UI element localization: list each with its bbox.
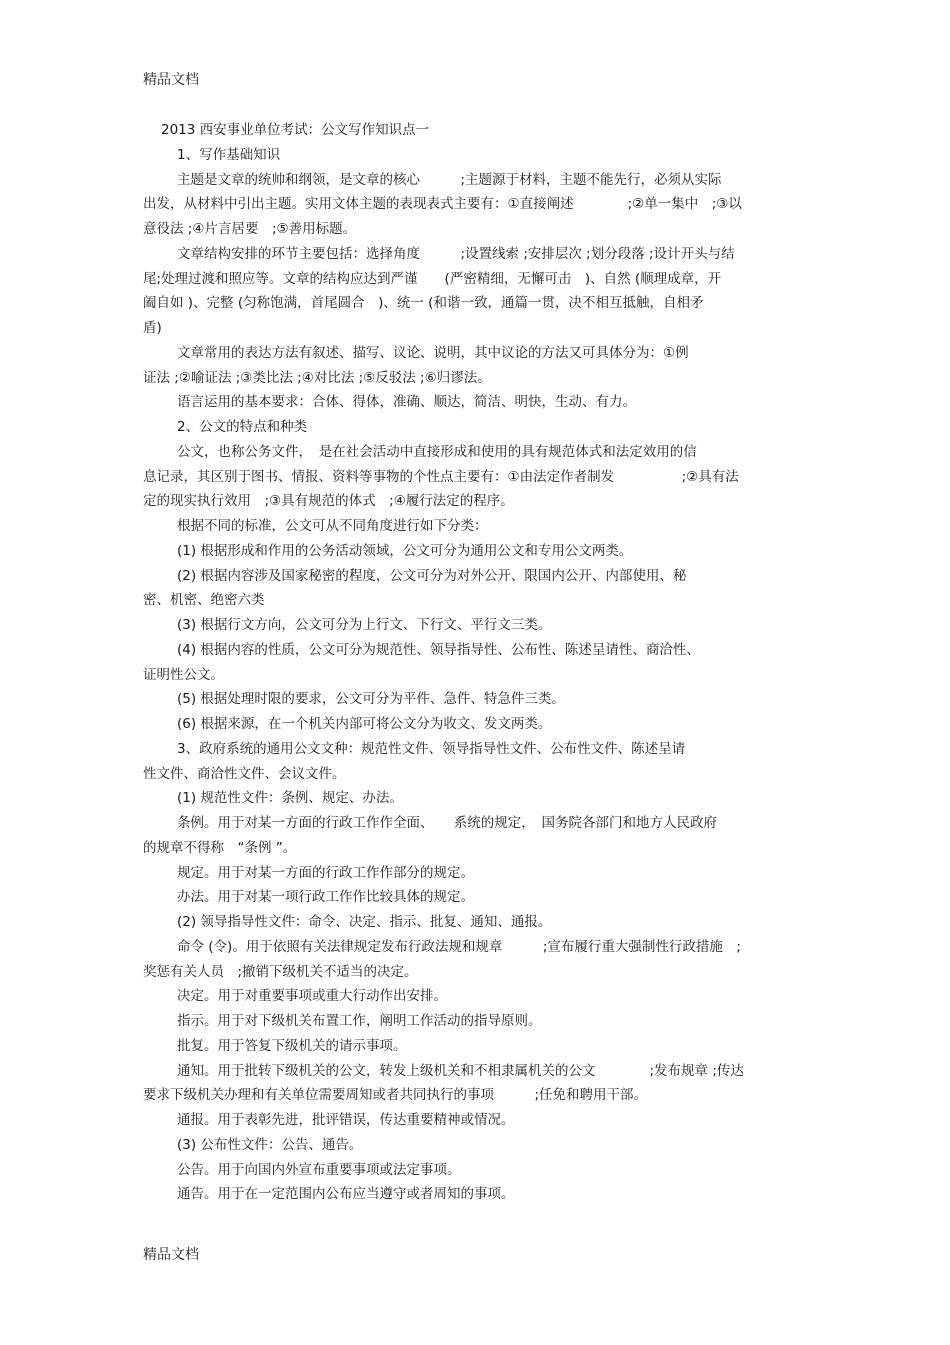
text-line: 意役法 ;④片言居要 ;⑤善用标题。 (143, 221, 357, 237)
footer-watermark: 精品文档 (143, 1247, 199, 1263)
text-line: (2) 领导指导性文件：命令、决定、指示、批复、通知、通报。 (177, 914, 552, 930)
text-line: 息记录，其区别于图书、情报、资料等事物的个性点主要有：①由法定作者制发 ;②具有法 (143, 468, 739, 485)
text-line: (3) 根据行文方向，公文可分为上行文、下行文、平行文三类。 (177, 617, 552, 633)
text-line: (2) 根据内容涉及国家秘密的程度，公文可分为对外公开、限国内公开、内部使用、秘 (177, 567, 687, 584)
text-line: 证明性公文。 (143, 666, 224, 683)
text-line: 阖自如 )、完整 (匀称饱满，首尾圆合 )、统一 (和谐一致，通篇一贯，决不相互抵触，自相矛 (143, 295, 704, 312)
text-line: 根据不同的标准，公文可从不同角度进行如下分类： (177, 518, 488, 534)
text-line: 命令 (令)。用于依照有关法律规定发布行政法规和规章 ;宣布履行重大强制性行政措施 ; (177, 938, 741, 955)
text-line: 规定。用于对某一方面的行政工作作部分的规定。 (177, 864, 474, 881)
text-line: 公告。用于向国内外宣布重要事项或法定事项。 (177, 1161, 461, 1178)
text-line: (1) 规范性文件：条例、规定、办法。 (177, 790, 403, 807)
text-line: (4) 根据内容的性质，公文可分为规范性、领导指导性、公布性、陈述呈请性、商洽性、 (177, 641, 700, 658)
text-line: 主题是文章的统帅和纲领，是文章的核心 ;主题源于材料，主题不能先行，必须从实际 (177, 171, 722, 188)
header-watermark: 精品文档 (143, 72, 199, 88)
text-line: 公文，也称公务文件， 是在社会活动中直接形成和使用的具有规范体式和法定效用的信 (177, 443, 697, 460)
text-line: 性文件、商洽性文件、会议文件。 (143, 765, 346, 782)
text-line: 办法。用于对某一项行政工作作比较具体的规定。 (177, 889, 474, 906)
text-line: 文章结构安排的环节主要包括：选择角度 ;设置线索 ;安排层次 ;划分段落 ;设计开头与结 (177, 245, 735, 262)
document-body (143, 118, 808, 1207)
text-line: 通告。用于在一定范围内公布应当遵守或者周知的事项。 (177, 1186, 515, 1203)
text-line: 的规章不得称 “条例 ”。 (143, 839, 297, 856)
text-line: 2013 西安事业单位考试：公文写作知识点一 (161, 122, 430, 138)
text-line: 指示。用于对下级机关布置工作，阐明工作活动的指导原则。 (177, 1013, 542, 1029)
text-line: 证法 ;②喻证法 ;③类比法 ;④对比法 ;⑤反驳法 ;⑥归谬法。 (143, 369, 491, 386)
text-line: (1) 根据形成和作用的公务活动领域，公文可分为通用公文和专用公文两类。 (177, 542, 633, 559)
text-line: 通知。用于批转下级机关的公文，转发上级机关和不相隶属机关的公文 ;发布规章 ;传达 (177, 1062, 744, 1079)
text-line: 条例。用于对某一方面的行政工作作全面、 系统的规定， 国务院各部门和地方人民政府 (177, 815, 717, 831)
text-line: (3) 公布性文件：公告、通告。 (177, 1136, 363, 1153)
text-line: 出发，从材料中引出主题。实用文体主题的表现表式主要有：①直接阐述 ;②单一集中 ;③以 (143, 196, 742, 213)
text-line: 通报。用于表彰先进，批评错误，传达重要精神或情况。 (177, 1112, 515, 1128)
text-line: 盾) (143, 320, 162, 336)
text-line: 定的现实执行效用 ;③具有规范的体式 ;④履行法定的程序。 (143, 493, 514, 510)
text-line: 2、公文的特点和种类 (177, 419, 308, 435)
text-line: 决定。用于对重要事项或重大行动作出安排。 (177, 988, 447, 1005)
text-line: 要求下级机关办理和有关单位需要周知或者共同执行的事项 ;任免和聘用干部。 (143, 1087, 648, 1104)
text-line: 密、机密、绝密六类 (143, 592, 265, 609)
text-line: (5) 根据处理时限的要求，公文可分为平件、急件、特急件三类。 (177, 691, 565, 708)
text-line: 尾;处理过渡和照应等。文章的结构应达到严谨 (严密精细，无懈可击 )、自然 (顺理成章，开 (143, 270, 722, 287)
text-line: 1、写作基础知识 (177, 146, 281, 163)
text-line: 批复。用于答复下级机关的请示事项。 (177, 1037, 407, 1054)
text-line: 语言运用的基本要求：合体、得体，准确、顺达，简洁、明快，生动、有力。 (177, 394, 636, 411)
text-line: 文章常用的表达方法有叙述、描写、议论、说明，其中议论的方法又可具体分为：①例 (177, 344, 689, 361)
text-line: (6) 根据来源，在一个机关内部可将公文分为收文、发文两类。 (177, 716, 552, 732)
text-line: 3、政府系统的通用公文文种：规范性文件、领导指导性文件、公布性文件、陈述呈请 (177, 740, 686, 757)
text-line: 奖惩有关人员 ;撤销下级机关不适当的决定。 (143, 963, 418, 980)
